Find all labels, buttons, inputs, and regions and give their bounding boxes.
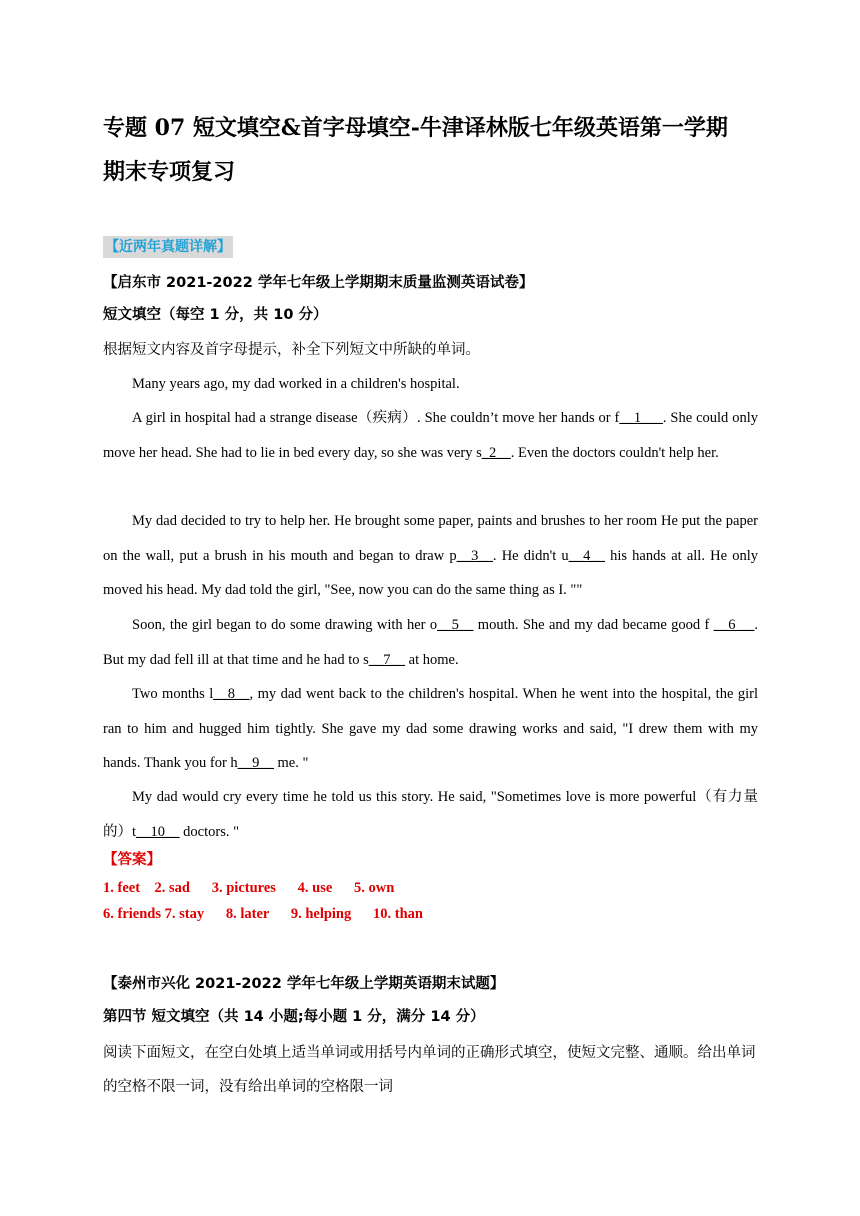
answer-heading: 【答案】 xyxy=(103,852,161,868)
passage-paragraph-1: Many years ago, my dad worked in a children's hospital. xyxy=(132,376,460,392)
exam2-source: 【泰州市兴化 2021-2022 学年七年级上学期英语期末试题】 xyxy=(103,976,505,992)
exam1-heading: 短文填空（每空 1 分，共 10 分） xyxy=(103,307,328,323)
blank-7: __7__ xyxy=(368,651,406,668)
blank-9: __9__ xyxy=(237,755,274,771)
exam1-source: 【启东市 2021-2022 学年七年级上学期期末质量监测英语试卷】 xyxy=(103,275,534,291)
exam2-instruction: 阅读下面短文，在空白处填上适当单词或用括号内单词的正确形式填空，使短文完整、通顺。给出单词的空格不限一词，没有给出单词的空格限一词 xyxy=(103,1045,756,1095)
blank-5: __5__ xyxy=(437,617,474,633)
passage-paragraph-2: A girl in hospital had a strange disease（疾病）. She couldn’t move her hands or f__1___. She could only move her head. She had to lie in bed every day, so she was very s_2__. Even the doctors couldn't help her. xyxy=(103,410,759,461)
exam2-heading: 第四节 短文填空（共 14 小题;每小题 1 分，满分 14 分） xyxy=(103,1009,485,1025)
passage-paragraph-3: My dad decided to try to help her. He brought some paper, paints and brushes to her room He put the paper on the wall, put a brush in his mouth and began to draw p__3__. He didn't u__4__ his hands at all. He only moved his head. My dad told the girl, "See, now you can do the same thing as I. "" xyxy=(103,513,758,598)
section-tag: 【近两年真题详解】 xyxy=(103,236,233,258)
blank-10: __10__ xyxy=(136,823,180,840)
blank-8: __8__ xyxy=(213,686,250,702)
title-line-1: 专题 07 短文填空&首字母填空-牛津译林版七年级英语第一学期 xyxy=(103,115,728,141)
blank-1: __1___ xyxy=(619,410,663,426)
blank-3: __3__ xyxy=(456,547,493,564)
blank-6: __6 __ xyxy=(713,617,755,633)
exam1-instruction: 根据短文内容及首字母提示，补全下列短文中所缺的单词。 xyxy=(103,342,480,358)
answer-row-1: 1. feet 2. sad 3. pictures 4. use 5. own xyxy=(103,880,395,896)
passage-paragraph-5: Two months l__8__, my dad went back to the children's hospital. When he went into the hospital, the girl ran to him and hugged him tightly. She gave my dad some drawing works and said, "I drew them with my hands. Thank you for h__9__ me. " xyxy=(103,686,759,771)
answer-row-2: 6. friends 7. stay 8. later 9. helping 10. than xyxy=(103,906,423,922)
passage-paragraph-6: My dad would cry every time he told us this story. He said, "Sometimes love is more powerful（有力量的）t__10__ doctors. " xyxy=(103,789,758,840)
title-line-2: 期末专项复习 xyxy=(103,159,236,185)
document-title xyxy=(103,106,763,194)
passage-paragraph-4: Soon, the girl began to do some drawing with her o__5__ mouth. She and my dad became good f __6 __. But my dad fell ill at that time and he had to s__7__ at home. xyxy=(103,617,759,668)
blank-4: __4__ xyxy=(568,547,605,564)
blank-2: _2__ xyxy=(481,444,511,461)
